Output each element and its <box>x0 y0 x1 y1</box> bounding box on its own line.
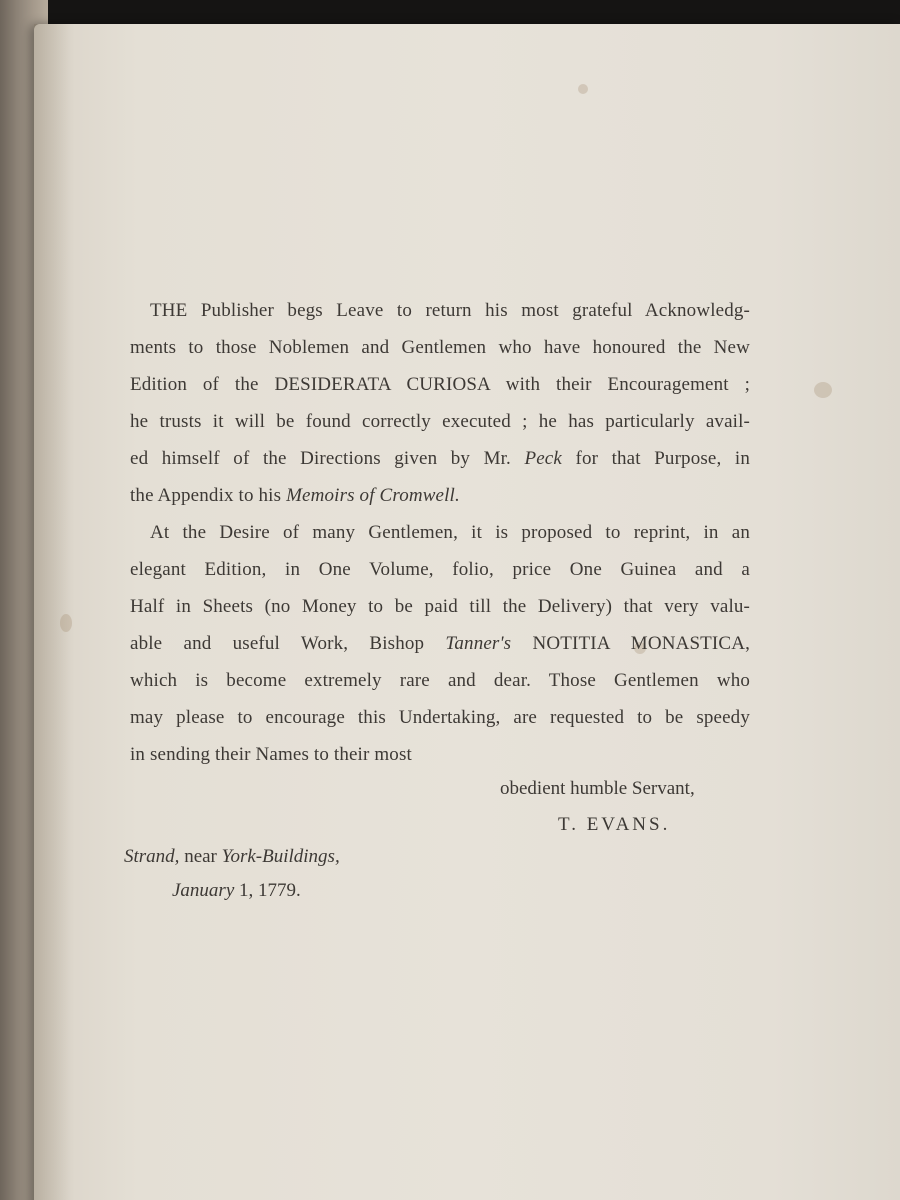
notice-text: THE Publisher begs Leave to return his most grateful Acknowledg- <box>150 300 750 321</box>
signature: T. EVANS. <box>558 814 671 835</box>
foxing-spot <box>578 84 588 94</box>
notice-text: NOTITIA MONASTICA, <box>532 633 750 654</box>
notice-text: At the Desire of many Gentlemen, it is proposed to reprint, in an <box>150 522 750 543</box>
notice-line <box>130 514 750 551</box>
book-title: Memoirs of Cromwell. <box>286 485 460 506</box>
notice-text: he trusts it will be found correctly executed ; he has particularly avail- <box>130 411 750 432</box>
notice-text: ments to those Noblemen and Gentlemen who have honoured the New <box>130 337 750 358</box>
notice-line <box>130 699 750 736</box>
person-name: Peck <box>524 448 562 469</box>
foxing-spot <box>60 614 72 632</box>
notice-line <box>130 551 750 588</box>
date-month: January <box>172 880 235 901</box>
notice-text: Half in Sheets (no Money to be paid till the Delivery) that very valu- <box>130 596 750 617</box>
address-line <box>124 840 340 874</box>
notice-line <box>130 329 750 366</box>
place-name: York-Buildings, <box>221 846 340 867</box>
address-text: near <box>184 846 217 867</box>
notice-line <box>130 736 750 773</box>
notice-line <box>130 588 750 625</box>
notice-line <box>130 662 750 699</box>
notice-text: Edition of the DESIDERATA CURIOSA with their Encouragement ; <box>130 374 750 395</box>
notice-line <box>130 403 750 440</box>
notice-text: for that Purpose, in <box>575 448 750 469</box>
date-line <box>124 874 340 908</box>
date-text: 1, 1779. <box>239 880 301 901</box>
notice-text: the Appendix to his <box>130 485 282 506</box>
address-block <box>124 840 340 908</box>
notice-line <box>130 477 750 514</box>
notice-line <box>130 440 750 477</box>
street-name: Strand, <box>124 846 180 867</box>
notice-line <box>130 366 750 403</box>
sign-off: obedient humble Servant, <box>500 778 695 799</box>
notice-text: able and useful Work, Bishop <box>130 633 425 654</box>
person-name: Tanner's <box>445 633 512 654</box>
notice-text: elegant Edition, in One Volume, folio, price One Guinea and a <box>130 559 750 580</box>
publisher-notice <box>130 292 750 773</box>
notice-line <box>130 625 750 662</box>
foxing-spot <box>814 382 832 398</box>
notice-text: ed himself of the Directions given by Mr. <box>130 448 511 469</box>
notice-text: in sending their Names to their most <box>130 744 412 765</box>
notice-text: may please to encourage this Undertaking, are requested to be speedy <box>130 707 750 728</box>
notice-text: which is become extremely rare and dear. Those Gentlemen who <box>130 670 750 691</box>
notice-line <box>130 292 750 329</box>
